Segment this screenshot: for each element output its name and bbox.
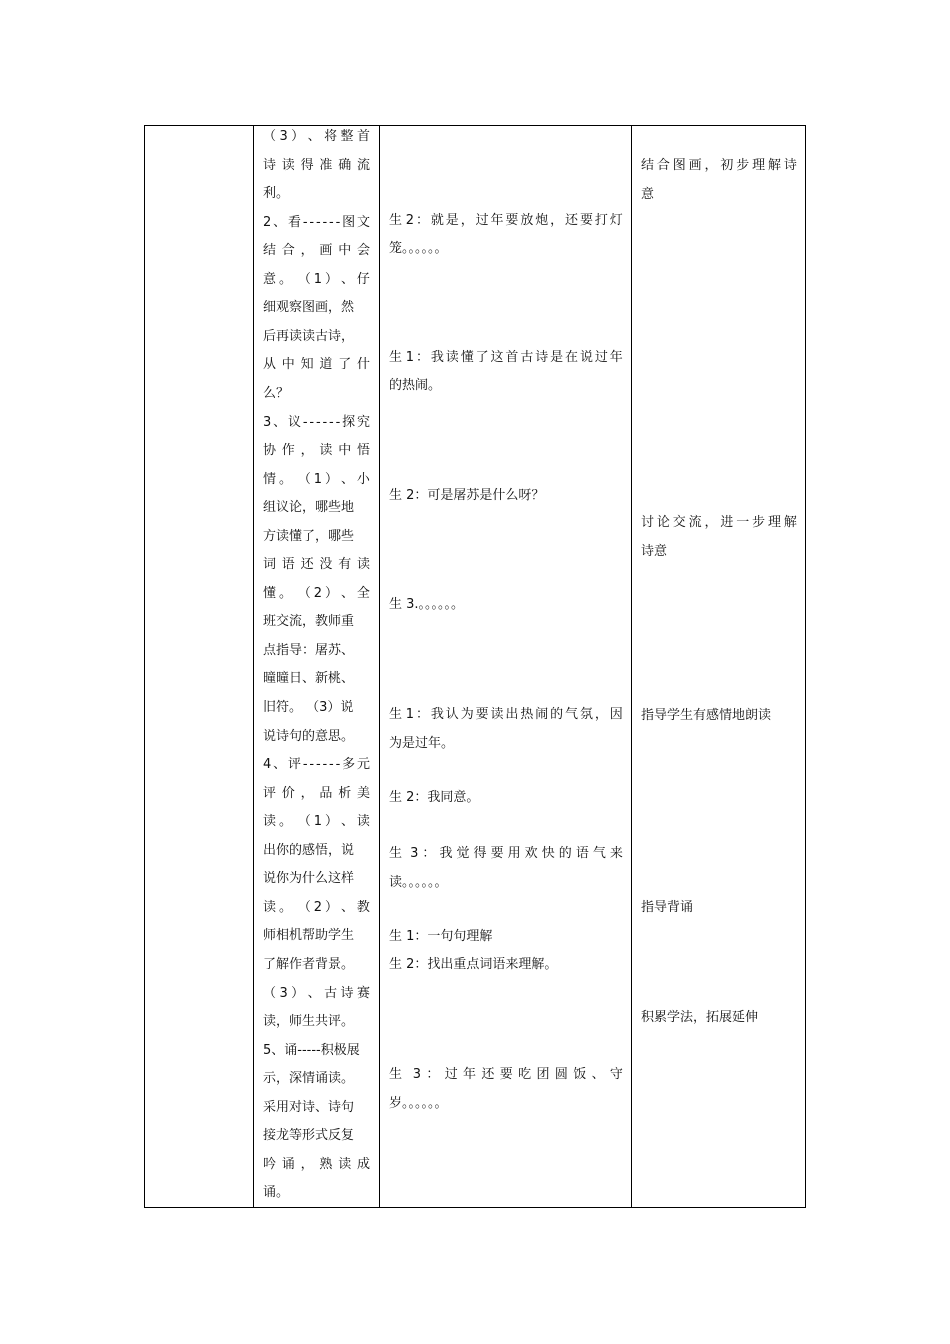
activity-line: 点指导：屠苏、 bbox=[263, 642, 355, 658]
activity-line: 结 合 ， 画 中 会 bbox=[263, 243, 370, 259]
design-intent-line: 结 合 图 画 ， 初 步 理 解 诗 bbox=[641, 158, 797, 173]
activity-line: 组议论，哪些地 bbox=[263, 500, 355, 516]
activity-line: （ 3 ） 、 将 整 首 bbox=[263, 129, 370, 144]
student-response-line: 生 2：找出重点词语来理解。 bbox=[389, 957, 558, 972]
column-divider bbox=[631, 125, 632, 1208]
activity-line: 师相机帮助学生 bbox=[263, 928, 355, 944]
student-response-line: 生 1：一句句理解 bbox=[389, 929, 493, 944]
activity-line: 评 价 ， 品 析 美 bbox=[263, 785, 370, 801]
activity-line: 了解作者背景。 bbox=[263, 956, 355, 972]
activity-line: 4 、 评 - - - - - - 多 元 bbox=[263, 757, 370, 773]
activity-line: 读 。 （ 1 ） 、 读 bbox=[263, 814, 370, 830]
activity-line: 意 。 （ 1 ） 、 仔 bbox=[263, 271, 370, 287]
activity-line: 出你的感悟，说 bbox=[263, 842, 355, 858]
student-response-line: 岁。。。。。。 bbox=[389, 1096, 448, 1111]
activity-line: 读 。 （ 2 ） 、 教 bbox=[263, 899, 370, 915]
activity-line: 班交流，教师重 bbox=[263, 614, 355, 630]
student-response-line: 生 2 ： 就 是 ， 过 年 要 放 炮 ， 还 要 打 灯 bbox=[389, 213, 623, 228]
activity-line: 方读懂了，哪些 bbox=[263, 528, 355, 544]
student-response-line: 生 3 ： 过 年 还 要 吃 团 圆 饭 、 守 bbox=[389, 1067, 623, 1082]
activity-line: 情 。 （ 1 ） 、 小 bbox=[263, 471, 370, 487]
student-response-line: 生 1 ： 我 读 懂 了 这 首 古 诗 是 在 说 过 年 bbox=[389, 350, 623, 365]
column-divider bbox=[379, 125, 380, 1208]
design-intent-line: 诗意 bbox=[641, 544, 668, 559]
activity-line: 2 、 看 - - - - - - 图 文 bbox=[263, 214, 370, 230]
activity-line: 说诗句的意思。 bbox=[263, 728, 355, 744]
activity-line: 细观察图画，然 bbox=[263, 300, 355, 316]
student-response-line: 读。。。。。。 bbox=[389, 875, 448, 890]
student-response-line: 为是过年。 bbox=[389, 736, 455, 751]
activity-line: （ 3 ） 、 古 诗 赛 bbox=[263, 985, 370, 1001]
activity-line: 曈曈日、新桃、 bbox=[263, 671, 355, 687]
activity-line: 诗 读 得 准 确 流 bbox=[263, 157, 370, 173]
activity-line: 么？ bbox=[263, 385, 290, 401]
activity-line: 利。 bbox=[263, 186, 290, 202]
activity-line: 接龙等形式反复 bbox=[263, 1128, 355, 1144]
student-response-line: 笼。。。。。。 bbox=[389, 241, 448, 256]
activity-line: 说你为什么这样 bbox=[263, 871, 355, 887]
activity-line: 读，师生共评。 bbox=[263, 1014, 355, 1030]
activity-line: 示，深情诵读。 bbox=[263, 1071, 355, 1087]
student-response-line: 生 2：可是屠苏是什么呀？ bbox=[389, 488, 545, 503]
student-response-line: 的热闹。 bbox=[389, 378, 442, 393]
design-intent-line: 积累学法，拓展延伸 bbox=[641, 1010, 759, 1025]
activity-line: 吟 诵 ， 熟 读 成 bbox=[263, 1156, 370, 1172]
activity-line: 后再读读古诗， bbox=[263, 328, 355, 344]
column-divider bbox=[253, 125, 254, 1208]
activity-line: 旧符。 （3）说 bbox=[263, 700, 354, 715]
design-intent-line: 意 bbox=[641, 187, 655, 202]
activity-line: 懂 。 （ 2 ） 、 全 bbox=[263, 585, 370, 601]
design-intent-line: 讨 论 交 流 ， 进 一 步 理 解 bbox=[641, 515, 797, 530]
student-response-line: 生 1 ： 我 认 为 要 读 出 热 闹 的 气 氛 ， 因 bbox=[389, 707, 623, 722]
activity-line: 诵。 bbox=[263, 1185, 290, 1201]
activity-line: 3 、 议 - - - - - - 探 究 bbox=[263, 414, 370, 430]
design-intent-line: 指导背诵 bbox=[641, 900, 694, 915]
activity-line: 从 中 知 道 了 什 bbox=[263, 357, 370, 373]
student-response-line: 生 3.。。。。。。 bbox=[389, 597, 465, 612]
student-response-line: 生 2：我同意。 bbox=[389, 790, 480, 805]
activity-line: 协 作 ， 读 中 悟 bbox=[263, 443, 370, 459]
activity-line: 词 语 还 没 有 读 bbox=[263, 557, 370, 573]
design-intent-line: 指导学生有感情地朗读 bbox=[641, 708, 772, 723]
activity-line: 5、诵-----积极展 bbox=[263, 1042, 360, 1058]
activity-line: 采用对诗、诗句 bbox=[263, 1099, 355, 1115]
lesson-table bbox=[144, 125, 806, 1208]
student-response-line: 生 3 ： 我 觉 得 要 用 欢 快 的 语 气 来 bbox=[389, 846, 623, 861]
